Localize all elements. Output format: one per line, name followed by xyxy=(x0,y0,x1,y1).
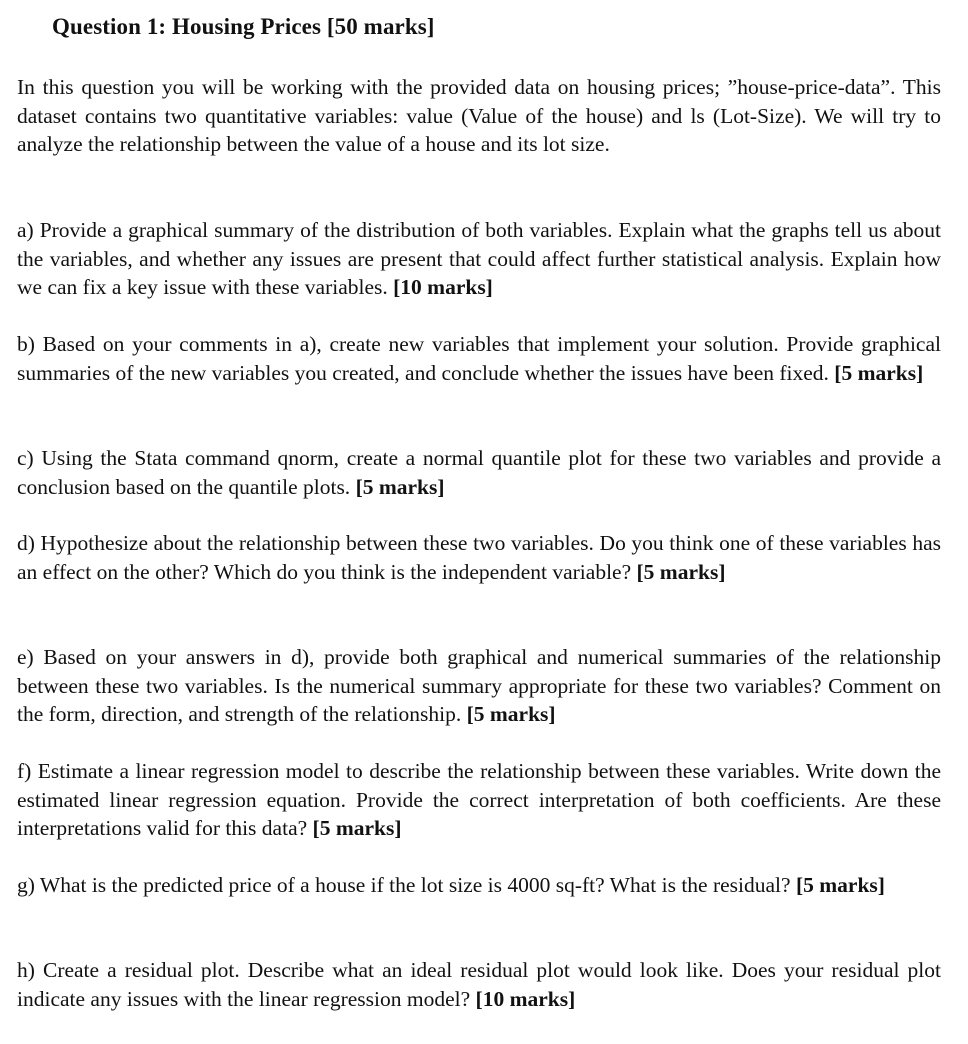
part-f xyxy=(17,757,941,843)
part-d-text: d) Hypothesize about the relationship between these two variables. Do you think one of these variables has an effect on the other? Which do you think is the independent variable? xyxy=(17,531,941,584)
part-e xyxy=(17,643,941,729)
part-c xyxy=(17,444,941,501)
part-c-marks: [5 marks] xyxy=(355,474,445,499)
part-d xyxy=(17,529,941,586)
part-d-marks: [5 marks] xyxy=(636,559,726,584)
part-f-text: f) Estimate a linear regression model to describe the relationship between these variables. Write down the estimated linear regression equation. Provide the correct interpretation of both coefficients. Are these interpretations valid for this data? xyxy=(17,759,941,841)
part-g-marks: [5 marks] xyxy=(795,873,885,897)
part-g-text: g) What is the predicted price of a house if the lot size is 4000 sq-ft? What is the residual? xyxy=(17,873,791,897)
part-a xyxy=(17,216,941,302)
intro-paragraph: In this question you will be working with the provided data on housing prices; ”house-price-data”. This dataset contains two quantitative variables: value (Value of the house) and ls (Lot-Size). We will try to analyze the relationship between the value of a house and its lot size. xyxy=(17,75,941,157)
part-e-text: e) Based on your answers in d), provide both graphical and numerical summaries of the relationship between these two variables. Is the numerical summary appropriate for these two variables? Comment on the form, direction, and strength of the relationship. xyxy=(17,645,941,727)
part-c-text: c) Using the Stata command qnorm, create a normal quantile plot for these two variables and provide a conclusion based on the quantile plots. xyxy=(17,446,941,499)
part-b-marks: [5 marks] xyxy=(834,360,924,385)
part-h xyxy=(17,956,941,1013)
part-b xyxy=(17,330,941,387)
question-title: Question 1: Housing Prices [50 marks] xyxy=(52,14,435,39)
part-e-marks: [5 marks] xyxy=(466,702,556,727)
part-a-marks: [10 marks] xyxy=(393,275,493,300)
part-f-marks: [5 marks] xyxy=(312,816,402,841)
part-g xyxy=(17,871,941,900)
part-a-text: a) Provide a graphical summary of the distribution of both variables. Explain what the graphs tell us about the variables, and whether any issues are present that could affect further statistical analysis. Explain how we can fix a key issue with these variables. xyxy=(17,218,941,300)
part-h-marks: [10 marks] xyxy=(475,986,576,1011)
part-h-text: h) Create a residual plot. Describe what an ideal residual plot would look like. Does your residual plot indicate any issues with the linear regression model? xyxy=(17,958,941,1011)
part-b-text: b) Based on your comments in a), create new variables that implement your solution. Provide graphical summaries of the new variables you created, and conclude whether the issues have been fixed. xyxy=(17,332,941,385)
